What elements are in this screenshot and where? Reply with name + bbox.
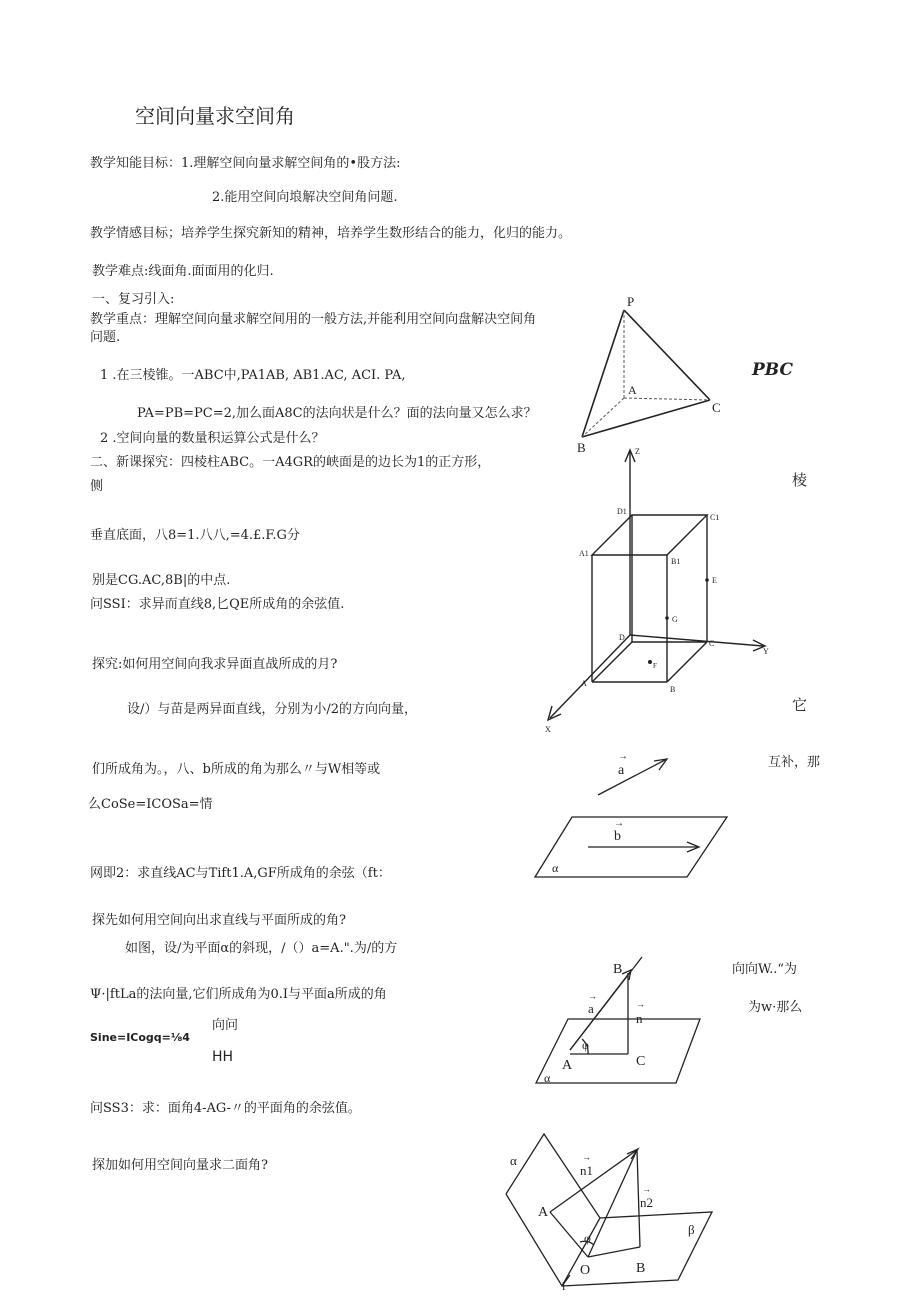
example-2: 网即2：求直线AC与Tift1.A,GF所成角的余弦（ft： [90, 866, 391, 881]
sine-formula: Sine=ICogq=⅛4 [90, 1031, 190, 1044]
dh-label-n1: n1 [580, 1163, 593, 1178]
formula-denominator: HH [212, 1049, 234, 1065]
side-text-then: 为w·那么 [748, 1000, 803, 1015]
teaching-key-line-2: 问题. [90, 330, 121, 345]
page-title: 空间向量求空间角 [135, 104, 295, 128]
explore-1: 探究:如何用空间向我求异面直战所成的月? [92, 657, 338, 672]
lp-label-b: B [613, 962, 623, 977]
dihedral-figure [500, 1130, 720, 1295]
lp-label-phi: φ [582, 1038, 589, 1052]
lp-label-c: C [636, 1054, 646, 1069]
pyramid-label-p: P [627, 294, 635, 309]
dh-label-alpha: α [510, 1153, 517, 1168]
axis-label-x: X [545, 725, 551, 734]
prism-label-d: D [619, 633, 625, 642]
vector-label-b: b [614, 829, 621, 844]
dh-label-phi: φ [584, 1231, 591, 1245]
emotion-goal: 教学情感目标；培养学生探究新知的精神，培养学生数形结合的能力，化归的能力。 [90, 226, 572, 241]
explore-2-line-2: 如图，设/为平面α的斜现，/（）a=A.".为/的方 [125, 941, 398, 956]
side-text-direction: 向向W..“为 [732, 962, 798, 977]
svg-text:→: → [614, 818, 624, 829]
lp-label-a-vector: a [588, 1001, 594, 1016]
new-lesson-line-1: 二、新课探究：四棱柱ABC。一A4GR的峡面是的边长为1的正方形， [90, 455, 491, 470]
svg-text:→: → [636, 999, 645, 1009]
example-3: 问SS3：求：面角4-AG-〃的平面角的余弦值。 [90, 1101, 361, 1116]
example-1: 问SSI：求异而直线8,匕QE所成角的余弦值. [90, 597, 345, 612]
lp-label-n-vector: n [636, 1011, 643, 1026]
svg-text:→: → [582, 1152, 591, 1162]
teaching-goal-line-1: 教学知能目标：1.理解空间向量求解空间角的•股方法: [90, 156, 401, 171]
lp-label-alpha: α [544, 1071, 551, 1085]
explore-2-line-3: Ψ·|ftLa的法向量,它们所成角为0.I与平面a所成的角 [90, 987, 387, 1002]
svg-text:→: → [588, 991, 597, 1001]
side-text-leng: 棱 [792, 471, 808, 489]
teaching-goal-line-2: 2.能用空间向埌解决空间角问题. [212, 190, 398, 205]
teaching-key-line-1: 教学重点：理解空间向量求解空间用的一般方法,并能利用空间向盘解决空间角 [90, 312, 537, 327]
explore-1-line-2: 设/）与苗是两异面直线，分别为小/2的方向向量， [127, 702, 418, 717]
vector-label-a: a [618, 763, 625, 778]
svg-text:→: → [618, 751, 628, 762]
explore-2: 探先如何用空间向出求直线与平面所成的角? [92, 913, 346, 928]
explore-3: 探加如何用空间向量求二面角? [92, 1158, 268, 1173]
svg-text:→: → [642, 1184, 651, 1194]
dh-label-n2: n2 [640, 1195, 653, 1210]
prism-label-d1: D1 [617, 507, 627, 516]
pyramid-label-b: B [577, 440, 586, 455]
dh-label-a: A [538, 1205, 549, 1220]
prism-label-e: E [712, 576, 717, 585]
explore-1-line-3: 们所成角为。，八、b所成的角为那么〃与W相等或 [92, 762, 381, 777]
side-text-hubu: 互补，那 [768, 755, 821, 770]
prism-label-a: A [581, 679, 587, 688]
dh-label-beta: β [688, 1222, 695, 1237]
skew-vectors-figure [530, 740, 740, 885]
new-lesson-line-4: 别是CG.AC,8B|的中点. [92, 573, 231, 588]
formula-numerator: 向问 [212, 1018, 239, 1033]
side-text-ta: 它 [792, 696, 808, 714]
prism-label-b: B [670, 685, 676, 694]
prism-label-g: G [672, 615, 678, 624]
prism-label-c1: C1 [710, 513, 720, 522]
question-2: 2 .空间向量的数量积运算公式是什么？ [100, 431, 325, 446]
axis-label-y: Y [763, 647, 769, 656]
prism-label-a1: A1 [579, 549, 589, 558]
section-review: 一、复习引入: [92, 292, 175, 307]
plane-label-alpha: α [552, 861, 559, 875]
new-lesson-line-2: 侧 [90, 479, 104, 494]
teaching-difficulty: 教学难点:线面角.面面用的化归. [92, 264, 274, 279]
prism-label-f: F [653, 662, 657, 670]
new-lesson-line-3: 垂直底面，八8=1.八八,=4.£.F.G分 [90, 528, 300, 543]
line-plane-figure [530, 955, 720, 1090]
dh-label-l: l [562, 1279, 566, 1293]
pyramid-label-c: C [712, 400, 721, 415]
dh-label-b: B [636, 1261, 646, 1276]
pyramid-figure [570, 290, 730, 460]
prism-label-c: C [709, 639, 715, 648]
question-1-line-1: 1 .在三棱锥。一ABC中,PA1AB, AB1.AC, ACI. PA, [100, 368, 406, 383]
lp-label-a-point: A [562, 1058, 573, 1073]
dh-label-o: O [580, 1263, 591, 1278]
axis-label-z: Z [635, 447, 640, 456]
prism-label-b1: B1 [671, 557, 681, 566]
explore-1-line-4: 么CoSe=ICOSa=情 [88, 797, 213, 812]
side-text-pbc: PBC [752, 360, 793, 380]
pyramid-label-a: A [628, 383, 637, 397]
prism-figure [535, 440, 785, 740]
question-1-line-2: PA=PB=PC=2,加么面A8C的法向状是什么？面的法向量又怎么求？ [137, 406, 537, 421]
